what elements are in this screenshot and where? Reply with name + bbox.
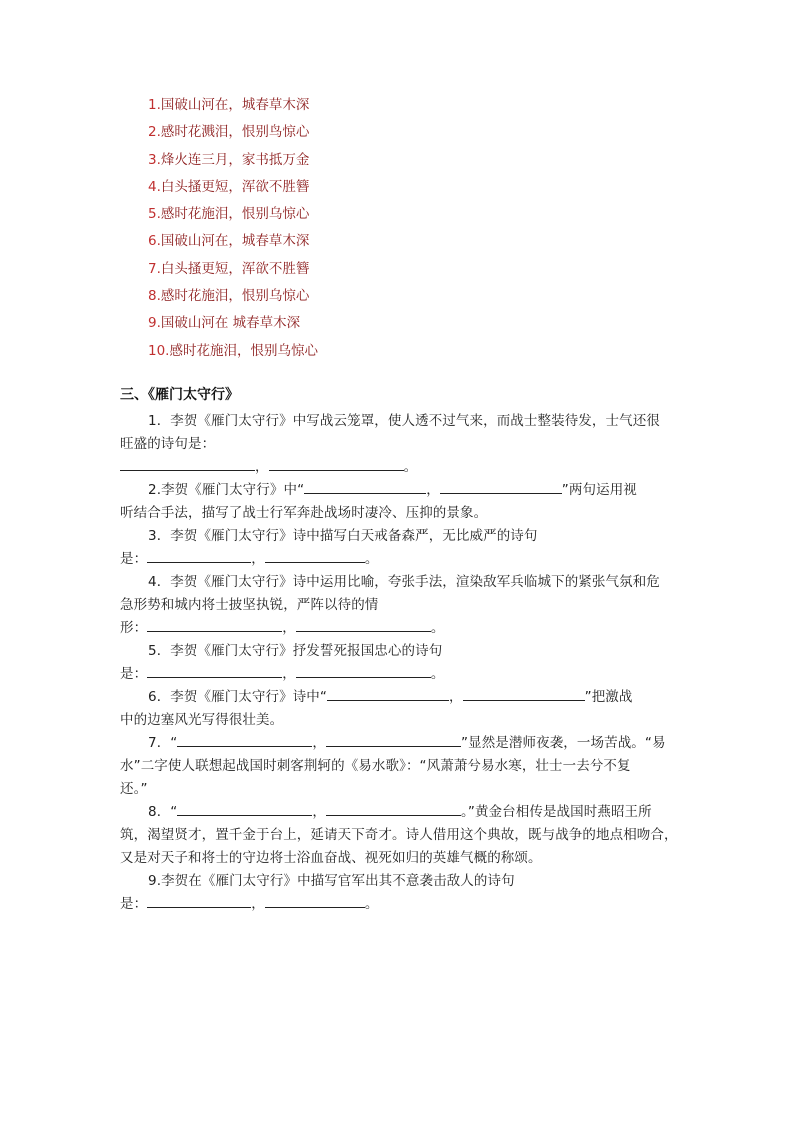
question-2-line-2: 听结合手法，描写了战士行军奔赴战场时凄冷、压抑的景象。 xyxy=(120,505,488,521)
answer-text: 感时花施泪，恨别乌惊心 xyxy=(169,342,318,359)
answer-text: 白头搔更短，浑欲不胜簪 xyxy=(160,260,310,277)
answer-number: 5. xyxy=(148,206,161,223)
answer-blank[interactable] xyxy=(269,456,404,471)
question-8-line-1 xyxy=(120,801,680,824)
punctuation: ， xyxy=(251,551,265,567)
answer-text: 白头搔更短，浑欲不胜簪 xyxy=(160,178,310,195)
answer-blank[interactable] xyxy=(296,663,431,678)
punctuation: ， xyxy=(426,482,440,498)
question-2-line-1 xyxy=(120,479,680,502)
punctuation: ， xyxy=(312,804,326,820)
answer-blank[interactable] xyxy=(326,801,461,816)
answer-blank[interactable] xyxy=(265,548,365,563)
punctuation: ， xyxy=(282,666,296,682)
question-text: ”显然是潜师夜袭，一场苦战。“易 xyxy=(461,735,666,751)
question-8-line-3: 又是对天子和将士的守边将士浴血奋战、视死如归的英雄气概的称颂。 xyxy=(120,850,542,866)
question-text: 7．“ xyxy=(148,735,178,751)
answer-item xyxy=(148,231,318,258)
answer-blank[interactable] xyxy=(463,686,585,701)
question-text: ”两句运用视 xyxy=(561,482,637,498)
punctuation: ， xyxy=(448,689,463,705)
question-8-line-2: 筑，渴望贤才，置千金于台上，延请天下奇才。诗人借用这个典故，既与战争的地点相吻合， xyxy=(120,827,678,843)
answer-text: 国破山河在 城春草木深 xyxy=(160,315,301,332)
answer-number: 3. xyxy=(148,151,161,168)
answer-item xyxy=(148,204,318,231)
answer-text: 烽火连三月，家书抵万金 xyxy=(160,151,310,168)
question-1-answer-line xyxy=(120,456,680,479)
question-text: 6．李贺《雁门太守行》诗中“ xyxy=(148,689,327,705)
answer-blank[interactable] xyxy=(296,617,431,632)
question-1-line-2: 旺盛的诗句是： xyxy=(120,436,216,452)
question-6-line-2: 中的边塞风光写得很壮美。 xyxy=(120,712,284,728)
answer-blank[interactable] xyxy=(147,663,282,678)
answer-list xyxy=(148,95,318,368)
answer-blank[interactable] xyxy=(265,893,365,908)
question-1-line-1: 1．李贺《雁门太守行》中写战云笼罩，使人透不过气来，而战士整装待发，士气还很 xyxy=(148,413,660,429)
answer-blank[interactable] xyxy=(147,617,282,632)
answer-item xyxy=(148,286,318,313)
answer-item xyxy=(148,150,318,177)
answer-text: 感时花溅泪，恨别鸟惊心 xyxy=(160,124,310,141)
answer-blank[interactable] xyxy=(147,548,251,563)
question-3-answer-line xyxy=(120,548,680,571)
question-6-line-1 xyxy=(120,686,680,709)
question-9-answer-line xyxy=(120,893,680,916)
answer-item xyxy=(148,177,318,204)
punctuation: 。 xyxy=(430,620,445,636)
punctuation: ， xyxy=(251,896,265,912)
answer-item xyxy=(148,341,318,368)
answer-blank[interactable] xyxy=(304,479,426,494)
punctuation: ， xyxy=(312,735,326,751)
answer-item xyxy=(148,313,318,340)
answer-text: 国破山河在，城春草木深 xyxy=(160,233,310,250)
answer-blank[interactable] xyxy=(440,479,562,494)
question-4-line-1: 4．李贺《雁门太守行》诗中运用比喻，夸张手法，渲染敌军兵临城下的紧张气氛和危 xyxy=(148,574,660,590)
question-text: 形： xyxy=(120,620,148,636)
answer-number: 6. xyxy=(148,233,161,250)
answer-number: 2. xyxy=(148,124,161,141)
section-title: 三、《雁门太守行》 xyxy=(120,387,239,403)
question-7-line-3: 还。” xyxy=(120,781,148,797)
question-text: 。”黄金台相传是战国时燕昭王所 xyxy=(461,804,652,820)
answer-text: 感时花施泪，恨别乌惊心 xyxy=(160,288,310,305)
question-4-line-2: 急形势和城内将士披坚执锐，严阵以待的情 xyxy=(120,597,379,613)
punctuation: 。 xyxy=(403,459,418,475)
question-text: 是： xyxy=(120,551,148,567)
answer-blank[interactable] xyxy=(120,456,255,471)
answer-number: 9. xyxy=(148,315,161,332)
answer-number: 1. xyxy=(148,97,161,113)
punctuation: 。 xyxy=(364,896,379,912)
question-text: 8．“ xyxy=(148,804,178,820)
answer-blank[interactable] xyxy=(326,732,461,747)
question-4-answer-line xyxy=(120,617,680,640)
question-list xyxy=(120,410,680,916)
punctuation: 。 xyxy=(364,551,379,567)
question-3-line-1: 3．李贺《雁门太守行》诗中描写白天戒备森严，无比威严的诗句 xyxy=(148,528,538,544)
question-5-answer-line xyxy=(120,663,680,686)
question-text: ”把激战 xyxy=(584,689,633,705)
question-5-line-1: 5．李贺《雁门太守行》抒发誓死报国忠心的诗句 xyxy=(148,643,443,659)
answer-item xyxy=(148,95,318,122)
question-7-line-1 xyxy=(120,732,680,755)
answer-blank[interactable] xyxy=(147,893,251,908)
answer-blank[interactable] xyxy=(177,801,312,816)
answer-text: 国破山河在，城春草木深 xyxy=(160,97,310,113)
question-9-line-1: 9.李贺在《雁门太守行》中描写官军出其不意袭击敌人的诗句 xyxy=(148,873,515,889)
question-text: 是： xyxy=(120,666,148,682)
punctuation: ， xyxy=(255,459,269,475)
answer-blank[interactable] xyxy=(327,686,449,701)
punctuation: 。 xyxy=(430,666,445,682)
answer-item xyxy=(148,259,318,286)
question-7-line-2: 水”二字使人联想起战国时刺客荆轲的《易水歌》：“风萧萧兮易水寒，壮士一去兮不复 xyxy=(120,758,631,774)
answer-item xyxy=(148,122,318,149)
punctuation: ， xyxy=(282,620,296,636)
answer-text: 感时花施泪，恨别乌惊心 xyxy=(160,206,310,223)
question-text: 2.李贺《雁门太守行》中“ xyxy=(148,482,305,498)
answer-number: 10. xyxy=(148,342,170,359)
answer-number: 4. xyxy=(148,178,161,195)
answer-blank[interactable] xyxy=(177,732,312,747)
answer-number: 7. xyxy=(148,260,161,277)
answer-number: 8. xyxy=(148,288,161,305)
question-text: 是： xyxy=(120,896,148,912)
